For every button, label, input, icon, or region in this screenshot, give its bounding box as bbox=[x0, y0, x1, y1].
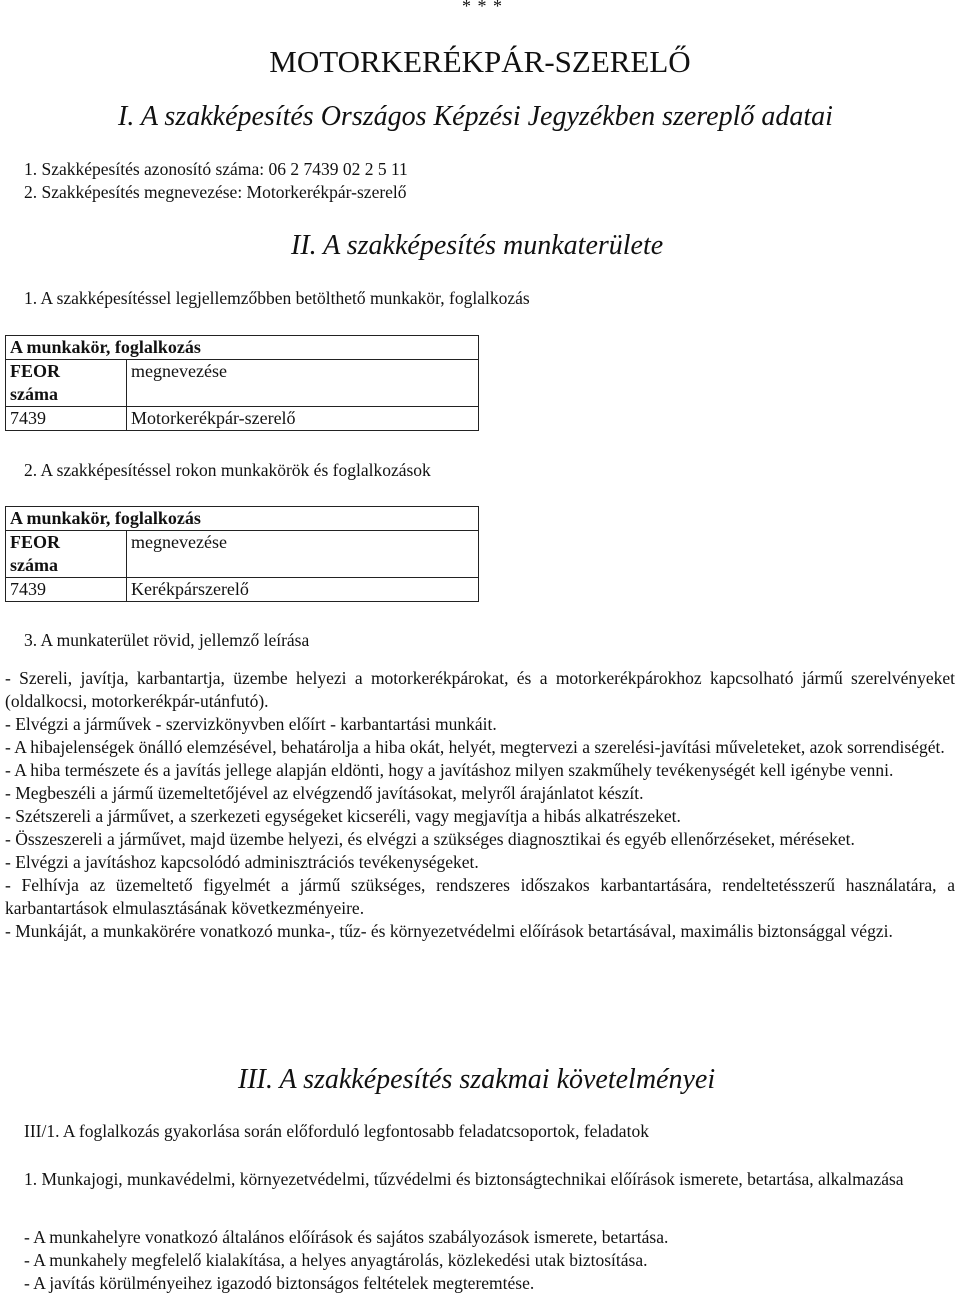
occupation-name: Motorkerékpár-szerelő bbox=[127, 407, 479, 431]
description-line: - Szereli, javítja, karbantartja, üzembe helyezi a motorkerékpárokat, és a motorkerékpárokhoz kapcsolható jármű szerelvényeket (oldalkocsi, motorkerékpár-utánfutó). bbox=[5, 668, 955, 711]
description-line: - Munkáját, a munkakörére vonatkozó munka-, tűz- és környezetvédelmi előírások betartásával, maximális biztonsággal végzi. bbox=[5, 921, 893, 941]
name-header: megnevezése bbox=[127, 360, 479, 407]
qualification-name: 2. Szakképesítés megnevezése: Motorkerékpár-szerelő bbox=[24, 182, 407, 202]
feor-header bbox=[6, 531, 127, 578]
feor-label: FEOR bbox=[10, 532, 61, 552]
feor-header bbox=[6, 360, 127, 407]
description-line: - A hibajelenségek önálló elemzésével, behatárolja a hiba okát, helyét, megtervezi a szerelési-javítási műveleteket, azok sorrendiségét. bbox=[5, 737, 945, 757]
decorative-stars: * * * bbox=[462, 0, 503, 16]
occupation-table-2 bbox=[5, 506, 479, 602]
feor-number-label: száma bbox=[10, 384, 58, 404]
table-header: A munkakör, foglalkozás bbox=[6, 507, 479, 531]
name-header: megnevezése bbox=[127, 531, 479, 578]
occupation-name: Kerékpárszerelő bbox=[127, 578, 479, 602]
description-line: - Összeszereli a járművet, majd üzembe helyezi, és elvégzi a szükséges diagnosztikai és egyéb ellenőrzéseket, méréseket. bbox=[5, 829, 855, 849]
list-item: - A javítás körülményeihez igazodó biztonságos feltételek megteremtése. bbox=[24, 1273, 535, 1293]
feor-number-label: száma bbox=[10, 555, 58, 575]
section-1-heading: I. A szakképesítés Országos Képzési Jegyzékben szereplő adatai bbox=[118, 101, 833, 132]
description-line: - Szétszereli a járművet, a szerkezeti egységeket kicseréli, vagy megjavítja a hibás alkatrészeket. bbox=[5, 806, 681, 826]
task-list bbox=[24, 1226, 954, 1295]
subsection-2-2: 2. A szakképesítéssel rokon munkakörök és foglalkozások bbox=[24, 460, 431, 480]
section-2-heading: II. A szakképesítés munkaterülete bbox=[291, 230, 664, 261]
description-line: - Elvégzi a javításhoz kapcsolódó adminisztrációs tevékenységeket. bbox=[5, 852, 479, 872]
subsection-2-1: 1. A szakképesítéssel legjellemzőbben betölthető munkakör, foglalkozás bbox=[24, 288, 530, 308]
subsection-3-1: III/1. A foglalkozás gyakorlása során előforduló legfontosabb feladatcsoportok, feladatok bbox=[24, 1121, 649, 1141]
work-description bbox=[5, 667, 955, 943]
description-line: - A hiba természete és a javítás jellege alapján eldönti, hogy a javításhoz milyen szakműhely tevékenységét kell igénybe venni. bbox=[5, 760, 894, 780]
feor-label: FEOR bbox=[10, 361, 61, 381]
description-line: - Felhívja az üzemeltető figyelmét a jármű szükséges, rendszeres időszakos karbantartására, rendeltetésszerű használatára, a karbantartások elmulasztásának következményeire. bbox=[5, 875, 955, 918]
occupation-table-1 bbox=[5, 335, 479, 431]
description-line: - Megbeszéli a jármű üzemeltetőjével az elvégzendő javításokat, melyről árajánlatot készít. bbox=[5, 783, 644, 803]
list-item: - A munkahely megfelelő kialakítása, a helyes anyagtárolás, közlekedési utak biztosítása. bbox=[24, 1250, 648, 1270]
table-header: A munkakör, foglalkozás bbox=[6, 336, 479, 360]
qualification-id: 1. Szakképesítés azonosító száma: 06 2 7439 02 2 5 11 bbox=[24, 159, 408, 179]
list-item: - A munkahelyre vonatkozó általános előírások és sajátos szabályozások ismerete, betartása. bbox=[24, 1227, 669, 1247]
document-title: MOTORKERÉKPÁR-SZERELŐ bbox=[269, 44, 691, 79]
feor-code: 7439 bbox=[6, 578, 127, 602]
section-3-heading: III. A szakképesítés szakmai követelményei bbox=[238, 1064, 716, 1095]
task-group-title: 1. Munkajogi, munkavédelmi, környezetvédelmi, tűzvédelmi és biztonságtechnikai előírások ismerete, betartása, alkalmazása bbox=[24, 1169, 904, 1189]
feor-code: 7439 bbox=[6, 407, 127, 431]
subsection-2-3: 3. A munkaterület rövid, jellemző leírása bbox=[24, 630, 310, 650]
description-line: - Elvégzi a járművek - szervizkönyvben előírt - karbantartási munkáit. bbox=[5, 714, 497, 734]
task-group-1 bbox=[5, 1168, 955, 1191]
